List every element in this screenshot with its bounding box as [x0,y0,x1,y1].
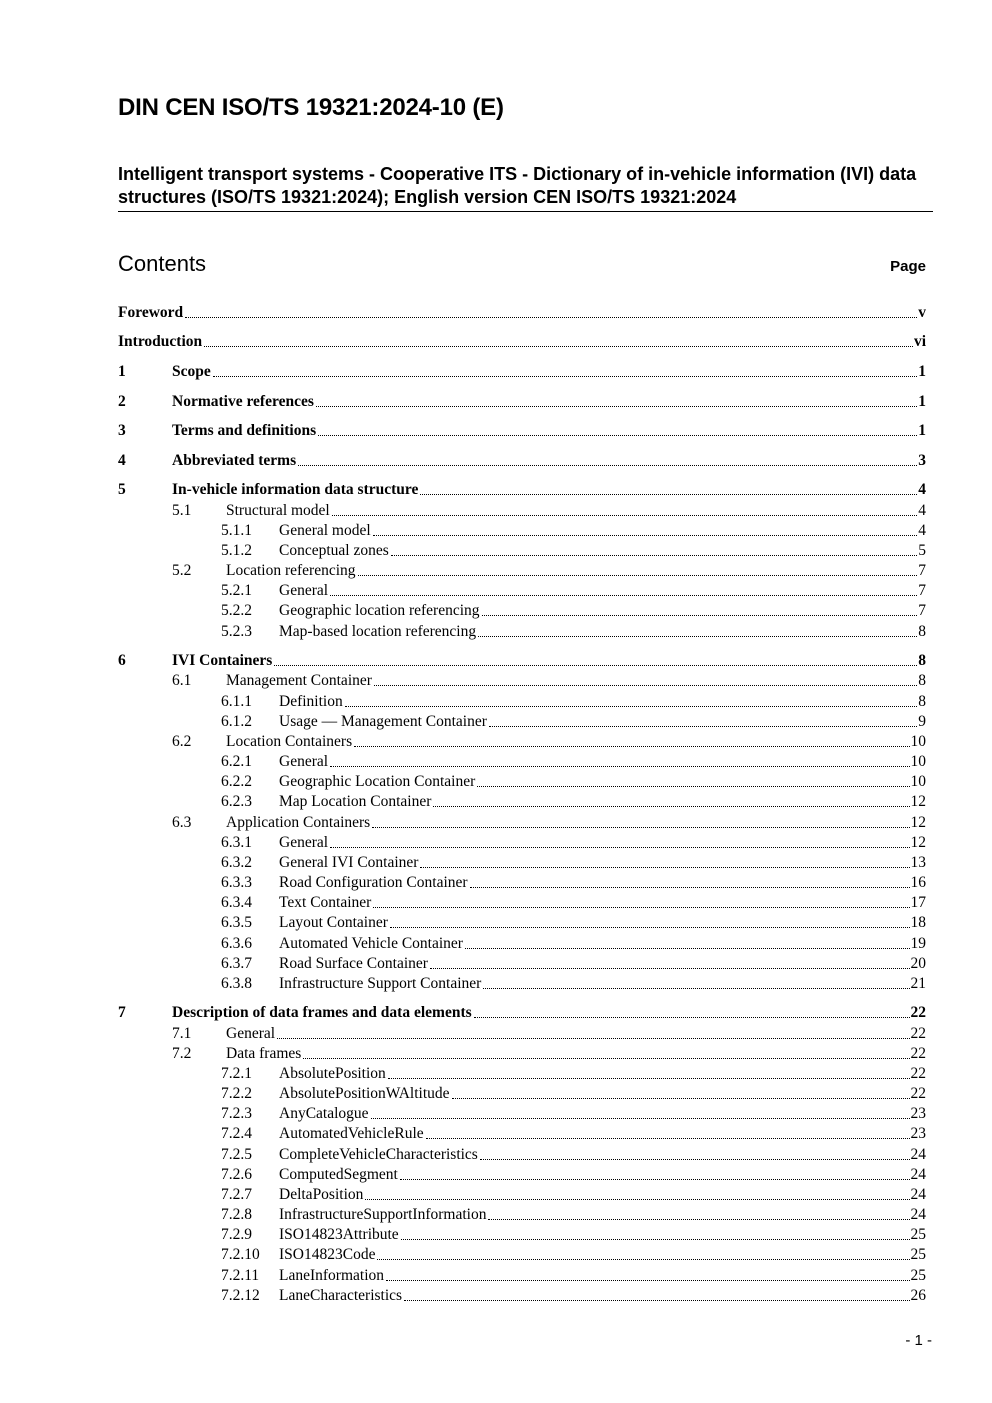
toc-entry-number: 6.1.1 [221,693,252,710]
toc-entry[interactable] [118,392,926,412]
toc-dot-leader [365,1199,909,1200]
toc-entry-number: 6.3.7 [221,955,252,972]
toc-dot-leader [330,847,909,848]
toc-dot-leader [426,1138,910,1139]
toc-dot-leader [316,406,917,407]
toc-entry[interactable] [118,622,926,642]
toc-entry-title[interactable]: Data frames [226,1045,302,1062]
toc-entry[interactable] [118,1003,926,1023]
toc-entry-title[interactable]: AutomatedVehicleRule [279,1125,424,1142]
toc-entry[interactable] [118,934,926,954]
toc-entry-title[interactable]: Text Container [279,894,372,911]
toc-entry-title[interactable]: General [279,834,329,851]
toc-entry-title[interactable]: Introduction [118,333,203,350]
toc-entry[interactable] [118,501,926,521]
toc-entry[interactable] [118,752,926,772]
toc-dot-leader [420,867,909,868]
toc-entry-number: 6.3.4 [221,894,252,911]
toc-entry[interactable] [118,1266,926,1286]
toc-entry-title[interactable]: Abbreviated terms [172,452,297,469]
toc-dot-leader [274,665,917,666]
toc-entry[interactable] [118,853,926,873]
toc-entry-page[interactable]: 1 [918,422,926,439]
toc-entry-number: 3 [118,422,126,439]
toc-entry-title[interactable]: AbsolutePosition [279,1065,386,1082]
toc-entry[interactable] [118,451,926,471]
toc-entry-title[interactable]: Automated Vehicle Container [279,935,463,952]
toc-entry-page[interactable]: 8 [918,672,926,689]
toc-entry-page[interactable]: 24 [910,1146,926,1163]
toc-entry-title[interactable]: DeltaPosition [279,1186,364,1203]
toc-entry-number: 5.2 [172,562,192,579]
toc-entry-title[interactable]: Infrastructure Support Container [279,975,482,992]
toc-dot-leader [477,786,909,787]
toc-entry[interactable] [118,521,926,541]
toc-entry-title[interactable]: ComputedSegment [279,1166,398,1183]
toc-entry-page[interactable]: 12 [910,793,926,810]
toc-entry-page[interactable]: 7 [918,562,926,579]
toc-entry-page[interactable]: 1 [918,393,926,410]
toc-dot-leader [213,376,918,377]
page-column-label: Page [890,258,926,275]
toc-entry-page[interactable]: 10 [910,773,926,790]
toc-entry-page[interactable]: 22 [910,1065,926,1082]
toc-entry-page[interactable]: 10 [910,753,926,770]
toc-entry-title[interactable]: Map-based location referencing [279,623,477,640]
toc-entry-page[interactable]: 22 [910,1085,926,1102]
toc-dot-leader [277,1038,909,1039]
toc-entry-number: 6.2 [172,733,192,750]
toc-entry-page[interactable]: 8 [918,652,926,669]
toc-dot-leader [386,1280,909,1281]
toc-dot-leader [318,435,917,436]
toc-entry-number: 6.1 [172,672,192,689]
toc-dot-leader [303,1058,909,1059]
toc-entry[interactable] [118,561,926,581]
toc-entry[interactable] [118,792,926,812]
toc-entry[interactable] [118,601,926,621]
toc-entry-page[interactable]: 22 [910,1004,926,1021]
toc-entry-number: 2 [118,393,126,410]
toc-entry[interactable] [118,421,926,441]
toc-dot-leader [354,746,909,747]
toc-entry-title[interactable]: LaneInformation [279,1267,385,1284]
toc-dot-leader [373,907,909,908]
toc-entry-title[interactable]: Map Location Container [279,793,432,810]
toc-dot-leader [345,706,918,707]
toc-entry-page[interactable]: 23 [910,1105,926,1122]
toc-dot-leader [488,1219,909,1220]
toc-dot-leader [400,1179,910,1180]
toc-entry[interactable] [118,332,926,352]
toc-entry[interactable] [118,1245,926,1265]
footer-page-number: - 1 - [905,1332,932,1349]
toc-entry-number: 5.1 [172,502,192,519]
toc-entry-number: 5.1.1 [221,522,252,539]
toc-entry-page[interactable]: 16 [910,874,926,891]
toc-entry[interactable] [118,541,926,561]
toc-entry-number: 5.2.2 [221,602,252,619]
toc-dot-leader [391,555,917,556]
toc-entry-number: 7.2.6 [221,1166,252,1183]
toc-entry-title[interactable]: Location Containers [226,733,353,750]
toc-entry-title[interactable]: IVI Containers [172,652,273,669]
toc-entry-title[interactable]: InfrastructureSupportInformation [279,1206,487,1223]
toc-entry-title[interactable]: Definition [279,693,343,710]
toc-entry-number: 7.2 [172,1045,192,1062]
toc-entry-page[interactable]: 4 [918,481,926,498]
toc-dot-leader [377,1259,909,1260]
toc-dot-leader [404,1300,909,1301]
toc-dot-leader [452,1098,910,1099]
toc-entry-title[interactable]: Description of data frames and data elements [172,1004,472,1021]
toc-dot-leader [470,887,910,888]
toc-entry-number: 6.3.1 [221,834,252,851]
toc-dot-leader [433,806,909,807]
toc-entry-page[interactable]: 1 [918,363,926,380]
toc-entry-page[interactable]: vi [913,333,926,350]
toc-dot-leader [332,515,918,516]
toc-entry[interactable] [118,954,926,974]
toc-entry-number: 4 [118,452,126,469]
toc-entry-page[interactable]: 3 [918,452,926,469]
toc-dot-leader [374,685,917,686]
toc-entry-number: 7 [118,1004,126,1021]
toc-entry[interactable] [118,712,926,732]
toc-entry[interactable] [118,1024,926,1044]
toc-entry-title[interactable]: CompleteVehicleCharacteristics [279,1146,478,1163]
toc-dot-leader [489,726,917,727]
toc-dot-leader [388,1078,910,1079]
toc-entry-page[interactable]: 8 [918,623,926,640]
toc-entry-number: 5.2.3 [221,623,252,640]
toc-entry[interactable] [118,1044,926,1064]
toc-entry[interactable] [118,913,926,933]
toc-entry-page[interactable]: 22 [910,1045,926,1062]
toc-entry-title[interactable]: Layout Container [279,914,388,931]
toc-entry-title[interactable]: Terms and definitions [172,422,317,439]
toc-entry-title[interactable]: Management Container [226,672,372,689]
toc-entry-number: 7.2.9 [221,1226,252,1243]
toc-entry-number: 7.2.3 [221,1105,252,1122]
toc-dot-leader [430,968,910,969]
toc-entry-number: 5 [118,481,126,498]
toc-entry-page[interactable]: 20 [910,955,926,972]
toc-entry-title[interactable]: General [226,1025,276,1042]
toc-entry-page[interactable]: 24 [910,1186,926,1203]
toc-entry-title[interactable]: General IVI Container [279,854,419,871]
toc-entry-number: 5.2.1 [221,582,252,599]
toc-entry[interactable] [118,1185,926,1205]
toc-dot-leader [330,595,917,596]
toc-entry-number: 7.2.5 [221,1146,252,1163]
toc-entry[interactable] [118,651,926,671]
toc-dot-leader [420,494,917,495]
toc-entry-number: 6.1.2 [221,713,252,730]
toc-entry-title[interactable]: Scope [172,363,211,380]
toc-entry-page[interactable]: 19 [910,935,926,952]
toc-entry-page[interactable]: 4 [918,502,926,519]
toc-entry-page[interactable]: 10 [910,733,926,750]
toc-entry-title[interactable]: Application Containers [226,814,371,831]
toc-dot-leader [372,827,909,828]
toc-dot-leader [358,575,918,576]
toc-entry-number: 6.2.1 [221,753,252,770]
toc-entry-title[interactable]: Foreword [118,304,184,321]
toc-dot-leader [390,927,910,928]
toc-entry[interactable] [118,1205,926,1225]
toc-dot-leader [204,346,913,347]
toc-entry-page[interactable]: 24 [910,1206,926,1223]
toc-dot-leader [371,1118,910,1119]
toc-entry-page[interactable]: 5 [918,542,926,559]
toc-entry-page[interactable]: 4 [918,522,926,539]
toc-entry-number: 5.1.2 [221,542,252,559]
toc-dot-leader [465,948,910,949]
toc-entry-number: 6.3.8 [221,975,252,992]
toc-entry[interactable] [118,1064,926,1084]
toc-dot-leader [330,766,909,767]
toc-entry-title[interactable]: General [279,753,329,770]
toc-entry-page[interactable]: 25 [910,1246,926,1263]
toc-entry[interactable] [118,813,926,833]
toc-entry[interactable] [118,772,926,792]
toc-entry[interactable] [118,692,926,712]
toc-entry-title[interactable]: General model [279,522,371,539]
toc-entry-number: 6.3.5 [221,914,252,931]
toc-entry-page[interactable]: 21 [910,975,926,992]
toc-dot-leader [298,465,917,466]
document-subtitle: Intelligent transport systems - Cooperative ITS - Dictionary of in-vehicle information (IVI) data structures (ISO/TS 19321:2024); English version CEN ISO/TS 19321:2024 [118,163,933,212]
toc-dot-leader [480,1159,910,1160]
toc-entry-number: 7.2.11 [221,1267,260,1284]
toc-entry[interactable] [118,893,926,913]
toc-dot-leader [478,636,917,637]
toc-entry-number: 7.2.4 [221,1125,252,1142]
toc-entry-title[interactable]: Geographic location referencing [279,602,480,619]
toc-entry-page[interactable]: 7 [918,602,926,619]
document-title: DIN CEN ISO/TS 19321:2024-10 (E) [118,94,504,121]
toc-entry-title[interactable]: AnyCatalogue [279,1105,369,1122]
toc-entry[interactable] [118,873,926,893]
toc-entry-page[interactable]: 9 [918,713,926,730]
toc-entry[interactable] [118,833,926,853]
toc-entry-number: 7.2.12 [221,1287,260,1304]
toc-entry[interactable] [118,362,926,382]
toc-entry-page[interactable]: 26 [910,1287,926,1304]
toc-entry-number: 7.2.2 [221,1085,252,1102]
toc-entry[interactable] [118,732,926,752]
toc-entry-title[interactable]: Road Surface Container [279,955,428,972]
toc-entry-number: 7.2.1 [221,1065,252,1082]
toc-entry[interactable] [118,303,926,323]
toc-dot-leader [401,1239,910,1240]
toc-entry[interactable] [118,1145,926,1165]
toc-entry-number: 7.1 [172,1025,192,1042]
toc-entry-title[interactable]: Normative references [172,393,314,410]
toc-entry[interactable] [118,1165,926,1185]
toc-entry-page[interactable]: 8 [918,693,926,710]
toc-entry[interactable] [118,1286,926,1306]
toc-entry-title[interactable]: Usage — Management Container [279,713,487,730]
toc-entry-title[interactable]: General [279,582,329,599]
toc-entry[interactable] [118,480,926,500]
toc-entry-page[interactable]: v [918,304,926,321]
toc-entry[interactable] [118,671,926,691]
toc-entry-number: 6 [118,652,126,669]
toc-dot-leader [474,1017,910,1018]
toc-dot-leader [482,615,918,616]
toc-entry[interactable] [118,1124,926,1144]
toc-entry-page[interactable]: 18 [910,914,926,931]
toc-entry-title[interactable]: ISO14823Code [279,1246,376,1263]
toc-entry-title[interactable]: ISO14823Attribute [279,1226,399,1243]
toc-entry-page[interactable]: 23 [910,1125,926,1142]
toc-entry-page[interactable]: 25 [910,1226,926,1243]
toc-entry-page[interactable]: 24 [910,1166,926,1183]
toc-entry-page[interactable]: 25 [910,1267,926,1284]
toc-entry[interactable] [118,974,926,994]
toc-entry-number: 7.2.8 [221,1206,252,1223]
toc-entry[interactable] [118,1104,926,1124]
toc-entry[interactable] [118,1084,926,1104]
toc-entry[interactable] [118,581,926,601]
toc-entry-page[interactable]: 17 [910,894,926,911]
toc-entry-page[interactable]: 12 [910,814,926,831]
contents-heading: Contents [118,251,207,276]
toc-entry-number: 6.3.3 [221,874,252,891]
toc-entry-page[interactable]: 7 [918,582,926,599]
toc-entry-number: 1 [118,363,126,380]
toc-entry-title[interactable]: Road Configuration Container [279,874,468,891]
toc-entry-title[interactable]: Geographic Location Container [279,773,476,790]
toc-entry-number: 6.3 [172,814,192,831]
toc-entry-number: 6.3.6 [221,935,252,952]
toc-entry[interactable] [118,1225,926,1245]
toc-entry-title[interactable]: In-vehicle information data structure [172,481,419,498]
toc-entry-number: 7.2.10 [221,1246,260,1263]
toc-entry-title[interactable]: Structural model [226,502,330,519]
toc-entry-page[interactable]: 13 [910,854,926,871]
toc-entry-number: 7.2.7 [221,1186,252,1203]
toc-entry-title[interactable]: AbsolutePositionWAltitude [279,1085,450,1102]
toc-dot-leader [373,535,918,536]
toc-entry-title[interactable]: LaneCharacteristics [279,1287,403,1304]
toc-entry-number: 6.2.3 [221,793,252,810]
toc-dot-leader [483,988,909,989]
toc-entry-page[interactable]: 12 [910,834,926,851]
toc-entry-title[interactable]: Conceptual zones [279,542,389,559]
toc-entry-number: 6.2.2 [221,773,252,790]
toc-entry-title[interactable]: Location referencing [226,562,356,579]
toc-entry-page[interactable]: 22 [910,1025,926,1042]
toc-dot-leader [185,317,917,318]
toc-entry-number: 6.3.2 [221,854,252,871]
